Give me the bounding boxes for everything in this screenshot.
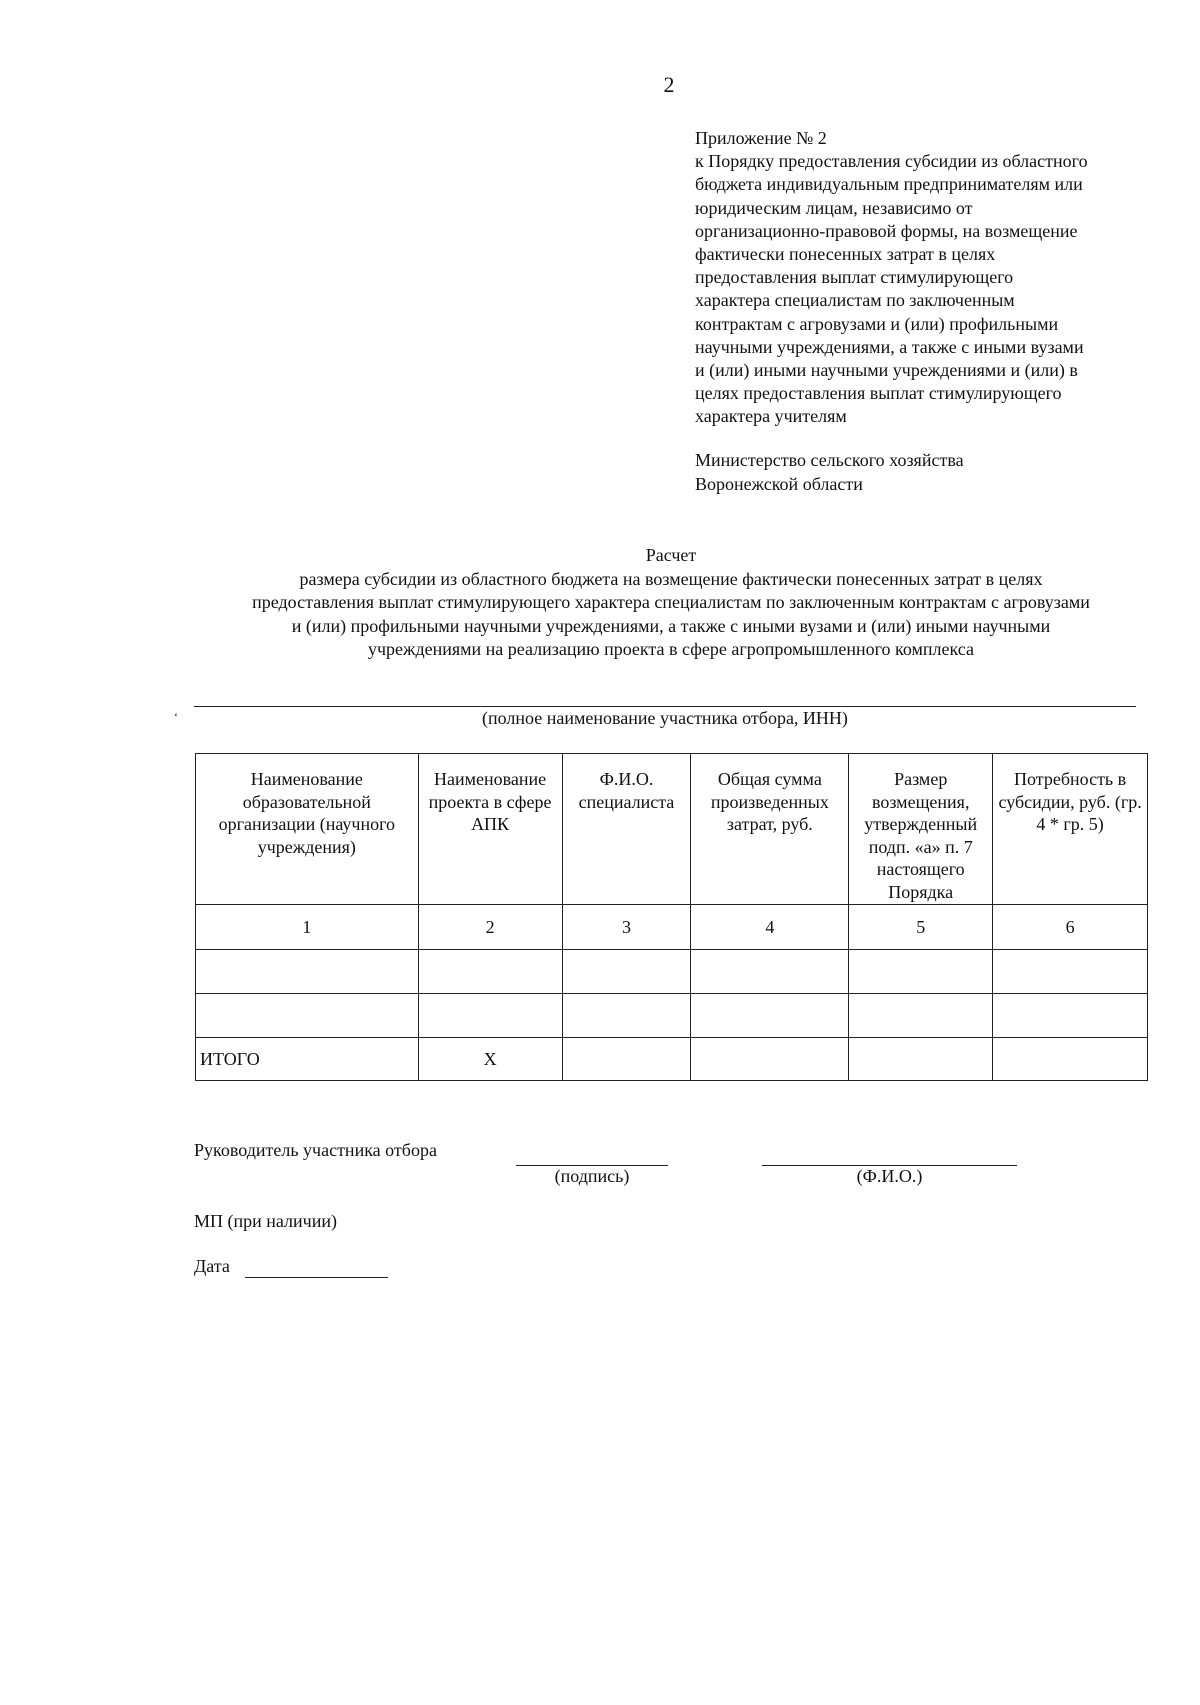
stamp-label: МП (при наличии) xyxy=(194,1211,337,1231)
header-specialist-name: Ф.И.О. специалиста xyxy=(562,754,691,905)
header-organization: Наименование образовательной организации (научного учреждения) xyxy=(196,754,419,905)
table-cell[interactable] xyxy=(196,994,419,1038)
table-cell[interactable] xyxy=(562,1038,691,1081)
total-label: ИТОГО xyxy=(196,1038,419,1081)
appendix-line: Приложение № 2 xyxy=(695,128,827,148)
scan-mark: ‘ xyxy=(174,710,178,724)
total-row xyxy=(196,1038,1148,1081)
appendix-line: к Порядку предоставления субсидии из областного xyxy=(695,151,1088,172)
table-row xyxy=(196,950,1148,994)
table-cell[interactable] xyxy=(993,1038,1148,1081)
appendix-line: фактически понесенных затрат в целях xyxy=(695,244,996,265)
ministry-line: Воронежской области xyxy=(695,473,863,494)
table-cell[interactable] xyxy=(418,994,562,1038)
title-heading: Расчет xyxy=(645,545,697,565)
appendix-line: организационно-правовой формы, на возмещение xyxy=(695,220,1078,241)
appendix-line: юридическим лицам, независимо от xyxy=(695,197,973,218)
signature-caption: (подпись) xyxy=(554,1166,630,1186)
head-signature-label: Руководитель участника отбора xyxy=(194,1140,437,1160)
document-title xyxy=(190,544,1152,662)
title-line: размера субсидии из областного бюджета на возмещение фактически понесенных затрат в целях xyxy=(299,568,1043,589)
table-cell[interactable] xyxy=(418,950,562,994)
appendix-line: бюджета индивидуальным предпринимателям или xyxy=(695,174,1083,195)
column-number: 4 xyxy=(691,905,849,950)
page-number: 2 xyxy=(663,72,675,97)
table-header-row xyxy=(196,754,1148,905)
title-line: предоставления выплат стимулирующего характера специалистам по заключенным контрактам с агровузами xyxy=(252,592,1090,612)
appendix-line: научными учреждениями, а также с иными вузами xyxy=(695,336,1084,357)
calculation-table xyxy=(195,753,1148,1081)
column-number: 3 xyxy=(562,905,691,950)
column-number: 5 xyxy=(849,905,993,950)
table-cell[interactable] xyxy=(562,950,691,994)
table-cell[interactable] xyxy=(993,950,1148,994)
table-row xyxy=(196,994,1148,1038)
title-line: учреждениями на реализацию проекта в сфере агропромышленного комплекса xyxy=(367,639,975,659)
date-field[interactable] xyxy=(245,1277,388,1278)
table-cell[interactable] xyxy=(849,1038,993,1081)
table-cell[interactable] xyxy=(196,950,419,994)
ministry-line: Министерство сельского хозяйства xyxy=(695,450,964,470)
table-cell[interactable] xyxy=(691,950,849,994)
column-number: 2 xyxy=(418,905,562,950)
ministry-recipient xyxy=(695,449,1165,496)
appendix-header xyxy=(695,127,1165,429)
table-cell[interactable] xyxy=(691,994,849,1038)
appendix-line: контрактам с агровузами и (или) профильными xyxy=(695,313,1059,334)
header-total-costs: Общая сумма произведенных затрат, руб. xyxy=(691,754,849,905)
table-cell[interactable] xyxy=(691,1038,849,1081)
table-cell[interactable] xyxy=(849,994,993,1038)
participant-caption: (полное наименование участника отбора, ИНН) xyxy=(482,708,848,728)
header-subsidy-need: Потребность в субсидии, руб. (гр. 4 * гр. 5) xyxy=(993,754,1148,905)
column-number-row xyxy=(196,905,1148,950)
appendix-line: целях предоставления выплат стимулирующего xyxy=(695,383,1062,404)
header-reimbursement-size: Размер возмещения, утвержденный подп. «а» п. 7 настоящего Порядка xyxy=(849,754,993,905)
total-project-mark: X xyxy=(418,1038,562,1081)
participant-name-field[interactable] xyxy=(194,706,1136,707)
column-number: 6 xyxy=(993,905,1148,950)
header-project: Наименование проекта в сфере АПК xyxy=(418,754,562,905)
appendix-line: и (или) иными научными учреждениями и (или) в xyxy=(695,360,1078,381)
name-caption: (Ф.И.О.) xyxy=(856,1166,923,1186)
title-line: и (или) профильными научными учреждениями, а также с иными вузами и (или) иными научными xyxy=(291,615,1051,636)
table-cell[interactable] xyxy=(993,994,1148,1038)
appendix-line: характера учителям xyxy=(695,406,847,427)
appendix-line: предоставления выплат стимулирующего xyxy=(695,267,1014,288)
table-cell[interactable] xyxy=(562,994,691,1038)
table-cell[interactable] xyxy=(849,950,993,994)
appendix-line: характера специалистам по заключенным xyxy=(695,290,1015,311)
column-number: 1 xyxy=(196,905,419,950)
date-label: Дата xyxy=(194,1256,230,1276)
